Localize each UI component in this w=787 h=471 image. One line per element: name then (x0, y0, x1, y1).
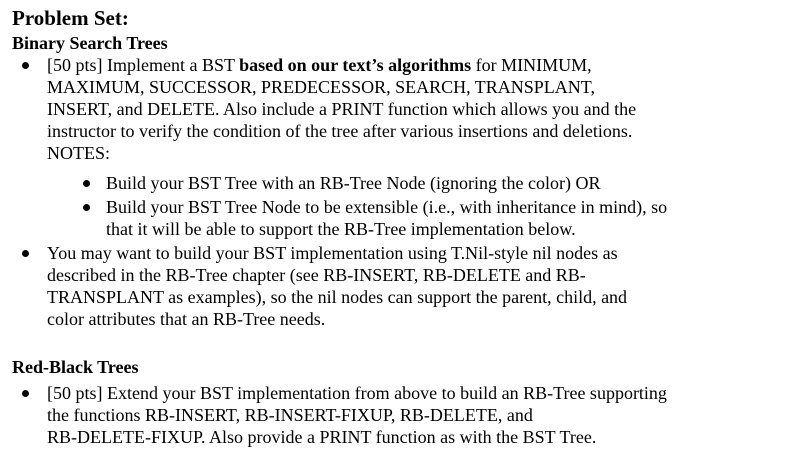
list-item-text (47, 382, 667, 448)
text-line: INSERT, and DELETE. Also include a PRINT function which allows you and the (47, 99, 637, 119)
text-line: RB-DELETE-FIXUP. Also provide a PRINT function as with the BST Tree. (47, 427, 597, 447)
text-line: described in the RB-Tree chapter (see RB-INSERT, RB-DELETE and RB- (47, 265, 586, 285)
text-line: [50 pts] Implement a BST based on our text’s algorithms for MINIMUM, (47, 55, 592, 75)
text-line: [50 pts] Extend your BST implementation from above to build an RB-Tree supporting (47, 383, 667, 403)
text-line: Build your BST Tree Node to be extensible (i.e., with inheritance in mind), so (106, 197, 668, 217)
list-item-text (106, 172, 600, 194)
notes-label: NOTES: (47, 143, 110, 163)
text-line: Build your BST Tree with an RB-Tree Node (ignoring the color) OR (106, 173, 601, 193)
text-line: the functions RB-INSERT, RB-INSERT-FIXUP, RB-DELETE, and (47, 405, 533, 425)
section-heading-rb: Red-Black Trees (12, 357, 139, 377)
list-item-text (106, 196, 667, 240)
text-line: MAXIMUM, SUCCESSOR, PREDECESSOR, SEARCH, TRANSPLANT, (47, 77, 595, 97)
text-line: TRANSPLANT as examples), so the nil nodes can support the parent, child, and (47, 287, 628, 307)
text-line: color attributes that an RB-Tree needs. (47, 309, 326, 329)
list-item-text (47, 242, 627, 330)
bullet-dot (83, 204, 90, 211)
text-line: instructor to verify the condition of the tree after various insertions and deletions. (47, 121, 633, 141)
bullet-dot (22, 390, 29, 397)
page-title: Problem Set: (12, 6, 129, 30)
bullet-dot (22, 250, 29, 257)
bullet-dot (83, 180, 90, 187)
text-line: You may want to build your BST implementation using T.Nil-style nil nodes as (47, 243, 618, 263)
list-item-text (47, 54, 636, 164)
bold-emphasis: based on our text’s algorithms (239, 55, 472, 75)
bullet-dot (22, 62, 29, 69)
section-heading-bst: Binary Search Trees (12, 33, 168, 53)
text-line: that it will be able to support the RB-Tree implementation below. (106, 219, 576, 239)
